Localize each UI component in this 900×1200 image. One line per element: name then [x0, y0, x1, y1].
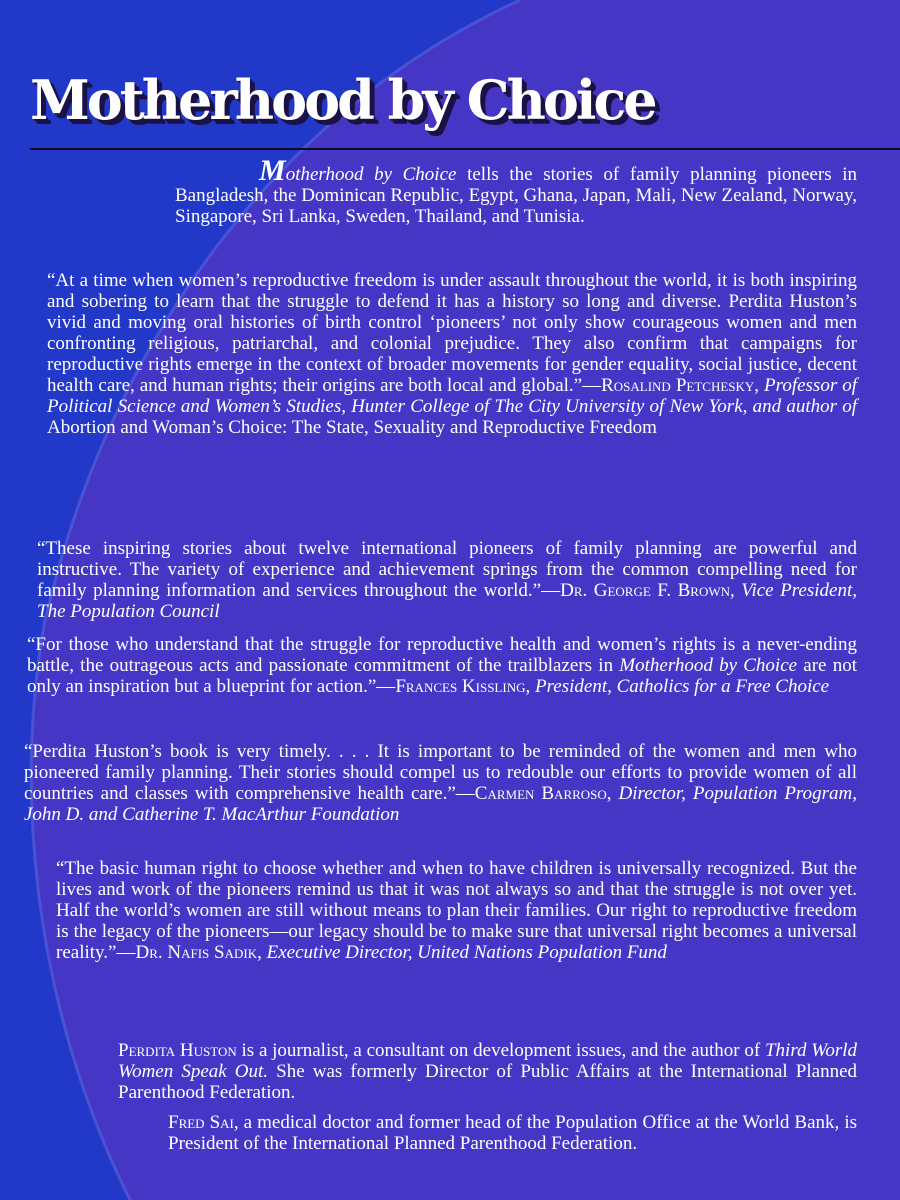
intro-book-title: Motherhood by Choice — [259, 154, 457, 187]
bio-name: Perdita Huston — [118, 1040, 237, 1061]
quote-brown — [37, 538, 857, 622]
quote-text: “At a time when women’s reproductive freedom is under assault throughout the world, it is both inspiring and sobering to learn that the struggle to defend it has a history so long and diverse. Perdita Huston’s vivid and moving oral histories of birth control ‘pioneers’ not only show courageous women and men confronting religious, patriarchal, and colonial prejudice. They also confirm that campaigns for reproductive rights emerge in the context of broader movements for gender equality, social justice, decent health care, and human rights; their origins are both local and global.”— — [47, 270, 857, 396]
quote-role: Vice President, The Population Council — [37, 580, 857, 622]
intro-paragraph — [175, 154, 857, 227]
quote-book: Abortion and Woman’s Choice: The State, Sexuality and Reproductive Freedom — [47, 417, 657, 438]
quote-author: Rosalind Petchesky, — [601, 375, 760, 396]
bio-name: Fred Sai, — [168, 1112, 239, 1133]
bio-book: Third World Women Speak Out. — [118, 1040, 858, 1082]
quote-text-b: are not only an inspiration but a blueprint for action.”— — [27, 655, 857, 697]
book-title: Motherhood by Choice — [30, 68, 655, 132]
quote-role: Director, Population Program, John D. and Catherine T. MacArthur Foundation — [24, 783, 857, 825]
quote-text: “For those who understand that the struggle for reproductive health and women’s rights is a never-ending battle, the outrageous acts and passionate commitment of the trailblazers in — [27, 634, 857, 676]
quote-barroso — [24, 741, 857, 825]
bio-huston — [118, 1040, 857, 1103]
quote-book: Motherhood by Choice — [619, 655, 798, 676]
intro-lead-letter: M — [259, 154, 286, 187]
quote-petchesky — [47, 270, 857, 438]
bio-text-b: She was formerly Director of Public Affairs at the International Planned Parenthood Federation. — [118, 1061, 857, 1103]
quote-author: Carmen Barroso, — [474, 783, 612, 804]
bio-sai — [168, 1112, 857, 1154]
quote-author: Dr. Nafis Sadik, — [135, 942, 262, 963]
quote-author: Dr. George F. Brown, — [560, 580, 735, 601]
quote-sadik — [56, 858, 857, 963]
quote-text: “Perdita Huston’s book is very timely. . . . It is important to be reminded of the women and men who pioneered family planning. Their stories should compel us to redouble our efforts to provide women of all countries and classes with comprehensive health care.”— — [24, 741, 857, 804]
quote-text: “These inspiring stories about twelve international pioneers of family planning are powerful and instructive. The variety of experience and achievement springs from the common compelling need for family planning information and services throughout the world.”— — [37, 538, 857, 601]
quote-role: President, Catholics for a Free Choice — [530, 676, 830, 697]
quote-role: Professor of Political Science and Women’s Studies, Hunter College of The City University of New York, and author of — [47, 375, 857, 417]
quote-author: Frances Kissling, — [395, 676, 531, 697]
bio-text: is a journalist, a consultant on development issues, and the author of — [236, 1040, 765, 1061]
bio-text: a medical doctor and former head of the Population Office at the World Bank, is President of the International Planned Parenthood Federation. — [168, 1112, 857, 1154]
quote-role: Executive Director, United Nations Population Fund — [261, 942, 667, 963]
quote-kissling — [27, 634, 857, 697]
quote-text: “The basic human right to choose whether and when to have children is universally recognized. But the lives and work of the pioneers remind us that it was not always so and that the struggle is not over yet. Half the world’s women are still without means to plan their families. Our right to reproductive freedom is the legacy of the pioneers—our legacy should be to make sure that universal right becomes a universal reality.”— — [56, 858, 857, 963]
title-rule — [30, 148, 900, 150]
intro-text: tells the stories of family planning pioneers in Bangladesh, the Dominican Republic, Egypt, Ghana, Japan, Mali, New Zealand, Norway, Singapore, Sri Lanka, Sweden, Thailand, and Tunisia. — [175, 164, 857, 227]
